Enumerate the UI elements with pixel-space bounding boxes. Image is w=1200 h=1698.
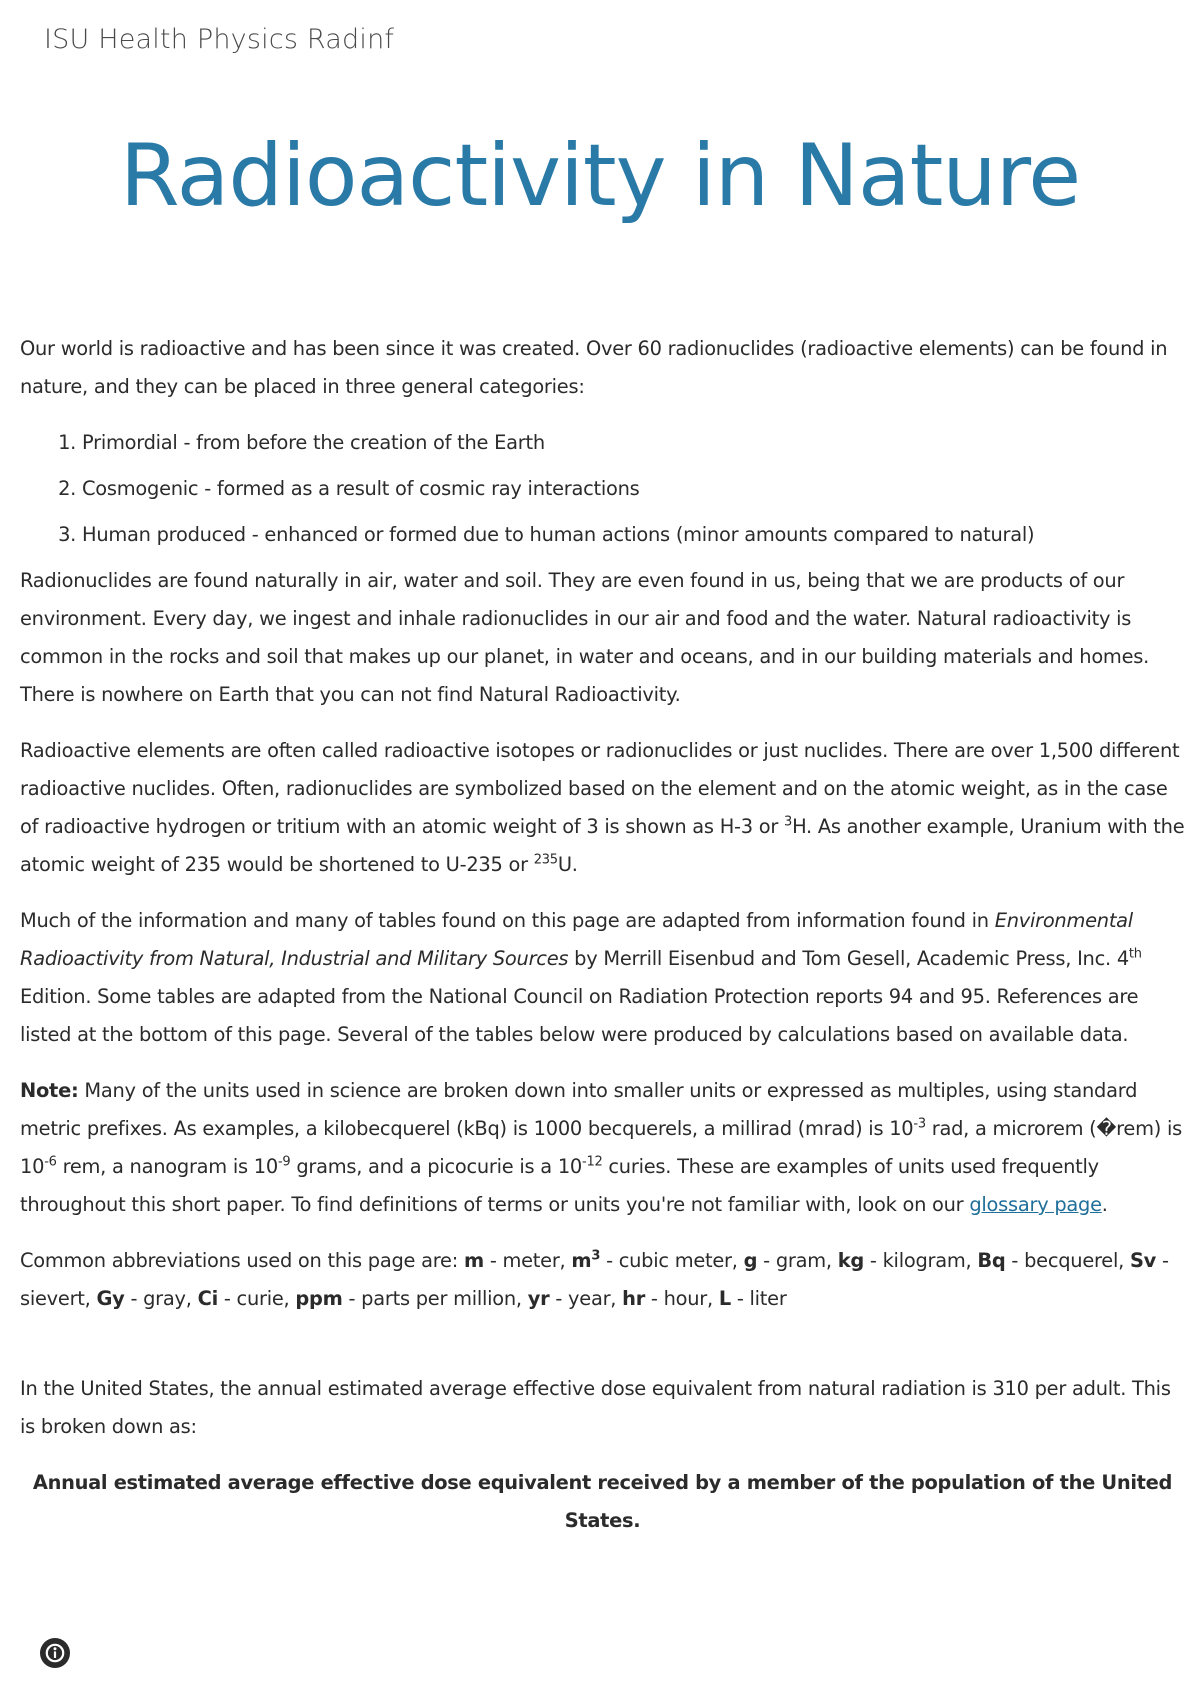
- text-segment: Edition. Some tables are adapted from the National Council on Radiation Protection reports 94 and 95. References are listed at the bottom of this page. Several of the tables below were produced by calculations based on available data.: [20, 985, 1139, 1046]
- text-segment: H. As another example, Uranium with the atomic weight of 235 would be shortened to U-235 or: [20, 815, 1185, 876]
- abbreviation: kg: [837, 1249, 864, 1272]
- abbreviation: Bq: [977, 1249, 1006, 1272]
- definition: - liter: [730, 1287, 787, 1310]
- definition: - gram,: [757, 1249, 838, 1272]
- abbreviation: hr: [622, 1287, 646, 1310]
- definition: - parts per million,: [342, 1287, 528, 1310]
- text-segment: rem, a nanogram is 10: [56, 1155, 278, 1178]
- text-segment: Radioactive elements are often called radioactive isotopes or radionuclides or just nuclides. There are over 1,500 different radioactive nuclides. Often, radionuclides are symbolized based on the element and on the atomic weight, as in the case of radioactive hydrogen or tritium with an atomic weight of 3 is shown as H-3 or: [20, 739, 1180, 838]
- abbreviation: L: [718, 1287, 731, 1310]
- superscript: -9: [277, 1154, 291, 1170]
- table-caption: Annual estimated average effective dose equivalent received by a member of the population of the United States.: [32, 1471, 1173, 1532]
- abbreviation: ppm: [295, 1287, 343, 1310]
- text-segment: Common abbreviations used on this page are:: [20, 1249, 464, 1272]
- site-title[interactable]: ISU Health Physics Radinf: [44, 24, 395, 55]
- superscript: 235: [533, 852, 558, 868]
- list-item: 1. Primordial - from before the creation of the Earth: [82, 424, 1185, 462]
- isotopes-paragraph: [20, 732, 1185, 884]
- definition: - hour,: [645, 1287, 719, 1310]
- categories-list: [20, 424, 1185, 554]
- abbreviation: m: [463, 1249, 484, 1272]
- dose-paragraph: In the United States, the annual estimated average effective dose equivalent from natural radiation is 310 per adult. This is broken down as:: [20, 1377, 1171, 1438]
- definition: - sievert,: [20, 1249, 1169, 1310]
- list-item: 3. Human produced - enhanced or formed due to human actions (minor amounts compared to natural): [82, 516, 1185, 554]
- info-glyph: [44, 1642, 66, 1664]
- abbreviation: yr: [527, 1287, 550, 1310]
- definition: - meter,: [483, 1249, 572, 1272]
- abbreviation: Ci: [197, 1287, 218, 1310]
- book-title: Environmental Radioactivity from Natural, Industrial and Military Sources: [20, 909, 1133, 970]
- definition: - year,: [549, 1287, 623, 1310]
- superscript: 3: [591, 1248, 601, 1264]
- note-label: Note:: [20, 1079, 79, 1102]
- abbreviation: Sv: [1129, 1249, 1157, 1272]
- definition: - gray,: [124, 1287, 198, 1310]
- superscript: th: [1128, 946, 1142, 962]
- page-title: Radioactivity in Nature: [119, 126, 1081, 226]
- abbreviations-paragraph: [20, 1242, 1185, 1318]
- abbreviation: Gy: [96, 1287, 125, 1310]
- natural-occurrence-paragraph: Radionuclides are found naturally in air, water and soil. They are even found in us, being that we are products of our environment. Every day, we ingest and inhale radionuclides in our air and food and the water. Natural radioactivity is common in the rocks and soil that makes up our planet, in water and oceans, and in our building materials and homes. There is nowhere on Earth that you can not find Natural Radioactivity.: [20, 569, 1150, 706]
- superscript: -3: [913, 1116, 926, 1132]
- text-segment: U.: [557, 853, 578, 876]
- text-segment: Much of the information and many of tables found on this page are adapted from information found in: [20, 909, 995, 932]
- superscript: 3: [784, 814, 793, 830]
- definition: - kilogram,: [864, 1249, 978, 1272]
- intro-paragraph: Our world is radioactive and has been since it was created. Over 60 radionuclides (radioactive elements) can be found in nature, and they can be placed in three general categories:: [20, 337, 1168, 398]
- definition: - curie,: [217, 1287, 296, 1310]
- glossary-link[interactable]: glossary page: [969, 1193, 1102, 1216]
- info-icon[interactable]: [40, 1638, 70, 1668]
- article-body: [20, 330, 1185, 1558]
- sources-paragraph: [20, 902, 1185, 1054]
- text-segment: by Merrill Eisenbud and Tom Gesell, Academic Press, Inc. 4: [568, 947, 1129, 970]
- superscript: -6: [44, 1154, 57, 1170]
- superscript: -12: [582, 1154, 603, 1170]
- definition: - cubic meter,: [600, 1249, 744, 1272]
- list-item: 2. Cosmogenic - formed as a result of cosmic ray interactions: [82, 470, 1185, 508]
- abbreviation: [571, 1249, 600, 1272]
- section-spacer: [20, 1336, 1185, 1370]
- abbreviation-text: m: [571, 1249, 592, 1272]
- text-segment: Many of the units used in science are broken down into smaller units or expressed as multiples, using standard metric prefixes. As examples, a kilobecquerel (kBq) is 1000 becquerels, a millirad (mrad) is 10: [20, 1079, 1138, 1140]
- text-segment: .: [1101, 1193, 1108, 1216]
- definition: - becquerel,: [1005, 1249, 1130, 1272]
- abbreviation: g: [743, 1249, 758, 1272]
- note-paragraph: [20, 1072, 1185, 1224]
- text-segment: grams, and a picocurie is a 10: [290, 1155, 582, 1178]
- text-segment: curies. These are examples of units used frequently throughout this short paper. To find definitions of terms or units you're not familiar with, look on our: [20, 1155, 1099, 1216]
- text-segment: rad, a microrem (�rem) is 10: [20, 1117, 1182, 1178]
